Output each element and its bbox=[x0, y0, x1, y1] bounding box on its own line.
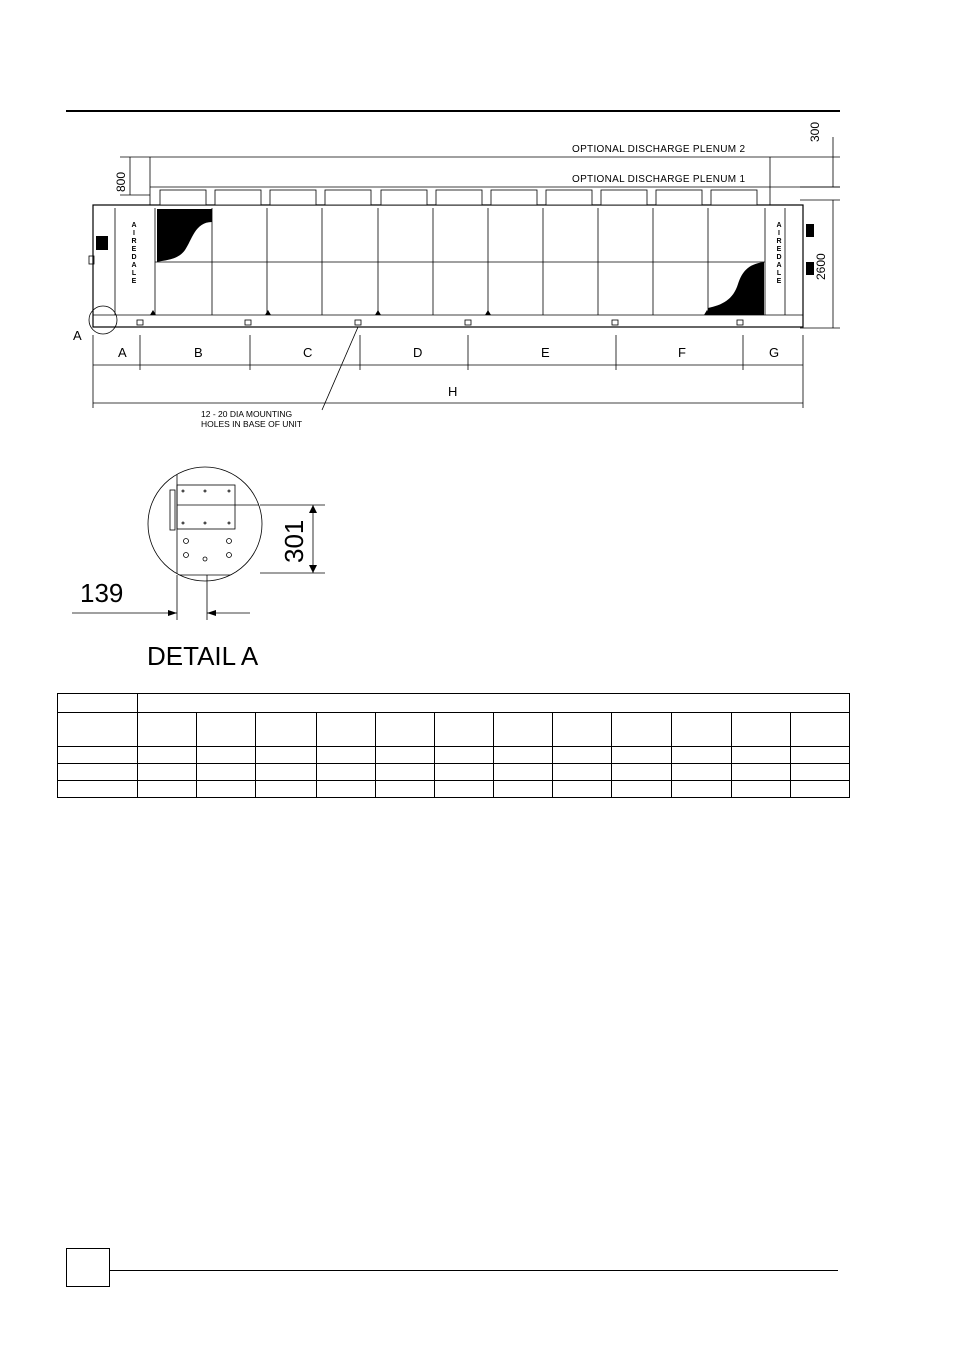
table-cell bbox=[553, 713, 612, 747]
table-cell bbox=[316, 747, 375, 764]
table-cell bbox=[375, 764, 434, 781]
table-cell bbox=[256, 713, 316, 747]
table-cell bbox=[494, 781, 553, 798]
dim-300: 300 bbox=[808, 121, 822, 142]
table-cell bbox=[612, 764, 672, 781]
table-cell bbox=[672, 764, 731, 781]
table-cell bbox=[138, 764, 197, 781]
table-cell bbox=[256, 747, 316, 764]
dim-301: 301 bbox=[279, 519, 309, 563]
segment-label-e: E bbox=[541, 345, 550, 360]
segment-label-g: G bbox=[769, 345, 780, 360]
table-cell bbox=[790, 764, 849, 781]
segment-label-a: A bbox=[118, 345, 127, 360]
table-cell bbox=[138, 747, 197, 764]
unit-elevation-drawing bbox=[0, 0, 955, 440]
detail-a-title: DETAIL A bbox=[147, 641, 259, 671]
dim-800: 800 bbox=[114, 171, 128, 192]
dim-2600: 2600 bbox=[814, 253, 828, 280]
overall-label-h: H bbox=[448, 384, 458, 399]
table-cell bbox=[375, 713, 434, 747]
table-cell bbox=[790, 713, 849, 747]
table-cell bbox=[612, 713, 672, 747]
table-cell bbox=[197, 747, 256, 764]
table-cell bbox=[197, 781, 256, 798]
plenum1-label: OPTIONAL DISCHARGE PLENUM 1 bbox=[572, 174, 746, 185]
table-cell bbox=[553, 764, 612, 781]
table-cell bbox=[494, 764, 553, 781]
table-row bbox=[58, 781, 850, 798]
segment-label-c: C bbox=[303, 345, 313, 360]
dim-139: 139 bbox=[80, 578, 124, 608]
table-cell bbox=[731, 713, 790, 747]
table-cell bbox=[375, 747, 434, 764]
page-number-box bbox=[66, 1248, 110, 1287]
table-cell bbox=[58, 694, 138, 713]
table-row bbox=[58, 764, 850, 781]
table-cell bbox=[58, 713, 138, 747]
table-cell bbox=[672, 747, 731, 764]
segment-label-d: D bbox=[413, 345, 423, 360]
table-cell bbox=[256, 781, 316, 798]
plenum2-label: OPTIONAL DISCHARGE PLENUM 2 bbox=[572, 144, 746, 155]
table-cell bbox=[731, 781, 790, 798]
table-cell bbox=[494, 747, 553, 764]
segment-label-f: F bbox=[678, 345, 686, 360]
table-cell bbox=[434, 747, 493, 764]
table-cell bbox=[672, 713, 731, 747]
table-cell bbox=[58, 747, 138, 764]
table-row bbox=[58, 713, 850, 747]
segment-label-b: B bbox=[194, 345, 203, 360]
table-cell bbox=[375, 781, 434, 798]
table-cell bbox=[434, 764, 493, 781]
table-header-row bbox=[58, 694, 850, 713]
table-cell bbox=[58, 781, 138, 798]
table-cell bbox=[731, 764, 790, 781]
table-cell bbox=[434, 713, 493, 747]
table-cell bbox=[612, 781, 672, 798]
footer-rule bbox=[110, 1270, 838, 1271]
table-cell bbox=[553, 781, 612, 798]
table-cell bbox=[553, 747, 612, 764]
callout-a: A bbox=[73, 328, 82, 343]
table-cell bbox=[197, 713, 256, 747]
table-cell bbox=[612, 747, 672, 764]
brand-left: A I R E D A L E bbox=[131, 222, 137, 285]
table-cell bbox=[316, 713, 375, 747]
brand-right: A I R E D A L E bbox=[776, 222, 782, 285]
table-cell bbox=[197, 764, 256, 781]
table-cell bbox=[790, 781, 849, 798]
table-cell bbox=[58, 764, 138, 781]
table-cell bbox=[138, 694, 850, 713]
table-cell bbox=[731, 747, 790, 764]
table-cell bbox=[672, 781, 731, 798]
table-cell bbox=[316, 781, 375, 798]
table-cell bbox=[434, 781, 493, 798]
table-row bbox=[58, 747, 850, 764]
table-cell bbox=[138, 781, 197, 798]
table-cell bbox=[316, 764, 375, 781]
mounting-note: 12 - 20 DIA MOUNTING HOLES IN BASE OF UNIT bbox=[201, 409, 303, 429]
table-cell bbox=[256, 764, 316, 781]
table-cell bbox=[790, 747, 849, 764]
table-cell bbox=[138, 713, 197, 747]
dimensions-table bbox=[57, 693, 850, 798]
table-cell bbox=[494, 713, 553, 747]
